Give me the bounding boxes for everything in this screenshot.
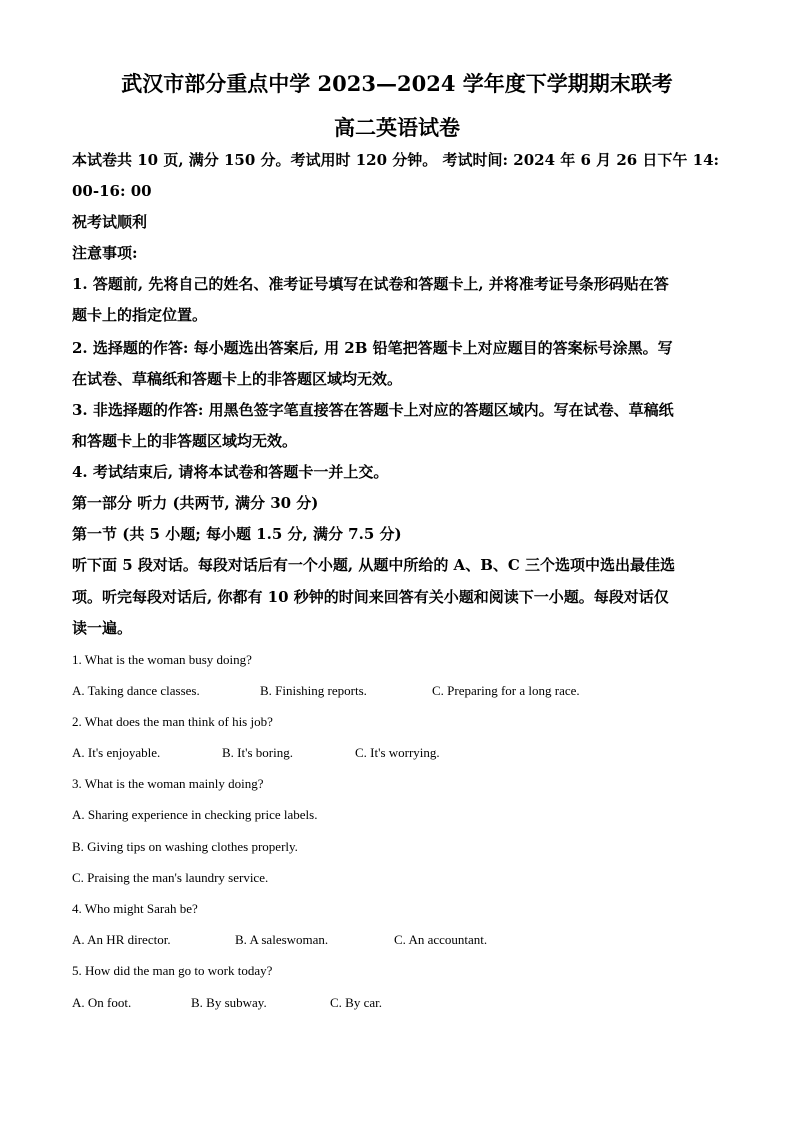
question-2-option-c: C. It's worrying. <box>355 745 440 760</box>
section-heading: 第一节 (共 5 小题; 每小题 1.5 分, 满分 7.5 分) <box>72 525 402 543</box>
question-1-option-c: C. Preparing for a long race. <box>432 683 580 698</box>
question-1-option-a: A. Taking dance classes. <box>72 683 200 698</box>
exam-subtitle: 高二英语试卷 <box>334 115 460 140</box>
question-5-option-b: B. By subway. <box>191 995 267 1010</box>
question-3-stem: 3. What is the woman mainly doing? <box>72 776 264 791</box>
exam-info-line-2: 00-16: 00 <box>72 182 152 200</box>
question-5-option-c: C. By car. <box>330 995 382 1010</box>
directions-line-1: 听下面 5 段对话。每段对话后有一个小题, 从题中所给的 A、B、C 三个选项中选出最佳选 <box>72 556 676 574</box>
directions-line-2: 项。听完每段对话后, 你都有 10 秒钟的时间来回答有关小题和阅读下一小题。每段对话仅 <box>72 588 669 606</box>
question-4-option-b: B. A saleswoman. <box>235 932 329 947</box>
question-1-option-b: B. Finishing reports. <box>260 683 367 698</box>
question-2-option-a: A. It's enjoyable. <box>72 745 161 760</box>
question-3-option-a: A. Sharing experience in checking price labels. <box>72 807 318 822</box>
question-3-option-c: C. Praising the man's laundry service. <box>72 870 269 885</box>
question-4-option-c: C. An accountant. <box>394 932 488 947</box>
note-3-line-2: 和答题卡上的非答题区域均无效。 <box>72 432 298 450</box>
part-heading: 第一部分 听力 (共两节, 满分 30 分) <box>72 494 319 512</box>
note-3-line-1: 3. 非选择题的作答: 用黑色签字笔直接答在答题卡上对应的答题区域内。写在试卷、草稿纸 <box>72 401 674 419</box>
question-5-stem: 5. How did the man go to work today? <box>72 963 273 978</box>
exam-info-line-1: 本试卷共 10 页, 满分 150 分。考试用时 120 分钟。 考试时间: 2024 年 6 月 26 日下午 14: <box>72 151 720 169</box>
note-1-line-2: 题卡上的指定位置。 <box>72 306 208 324</box>
question-2-stem: 2. What does the man think of his job? <box>72 714 273 729</box>
note-1-line-1: 1. 答题前, 先将自己的姓名、准考证号填写在试卷和答题卡上, 并将准考证号条形码贴在答 <box>72 275 669 293</box>
question-2-option-b: B. It's boring. <box>222 745 293 760</box>
question-1-stem: 1. What is the woman busy doing? <box>72 652 252 667</box>
exam-title: 武汉市部分重点中学 2023—2024 学年度下学期期末联考 <box>121 71 673 96</box>
question-4-stem: 4. Who might Sarah be? <box>72 901 198 916</box>
note-2-line-2: 在试卷、草稿纸和答题卡上的非答题区域均无效。 <box>72 370 403 388</box>
note-2-line-1: 2. 选择题的作答: 每小题选出答案后, 用 2B 铅笔把答题卡上对应题目的答案标号涂黑。写 <box>72 339 673 357</box>
note-4: 4. 考试结束后, 请将本试卷和答题卡一并上交。 <box>72 463 389 481</box>
question-5-option-a: A. On foot. <box>72 995 132 1010</box>
question-3-option-b: B. Giving tips on washing clothes properly. <box>72 839 298 854</box>
notes-heading: 注意事项: <box>72 244 138 262</box>
directions-line-3: 读一遍。 <box>72 619 133 637</box>
question-4-option-a: A. An HR director. <box>72 932 171 947</box>
good-luck-text: 祝考试顺利 <box>72 213 148 231</box>
